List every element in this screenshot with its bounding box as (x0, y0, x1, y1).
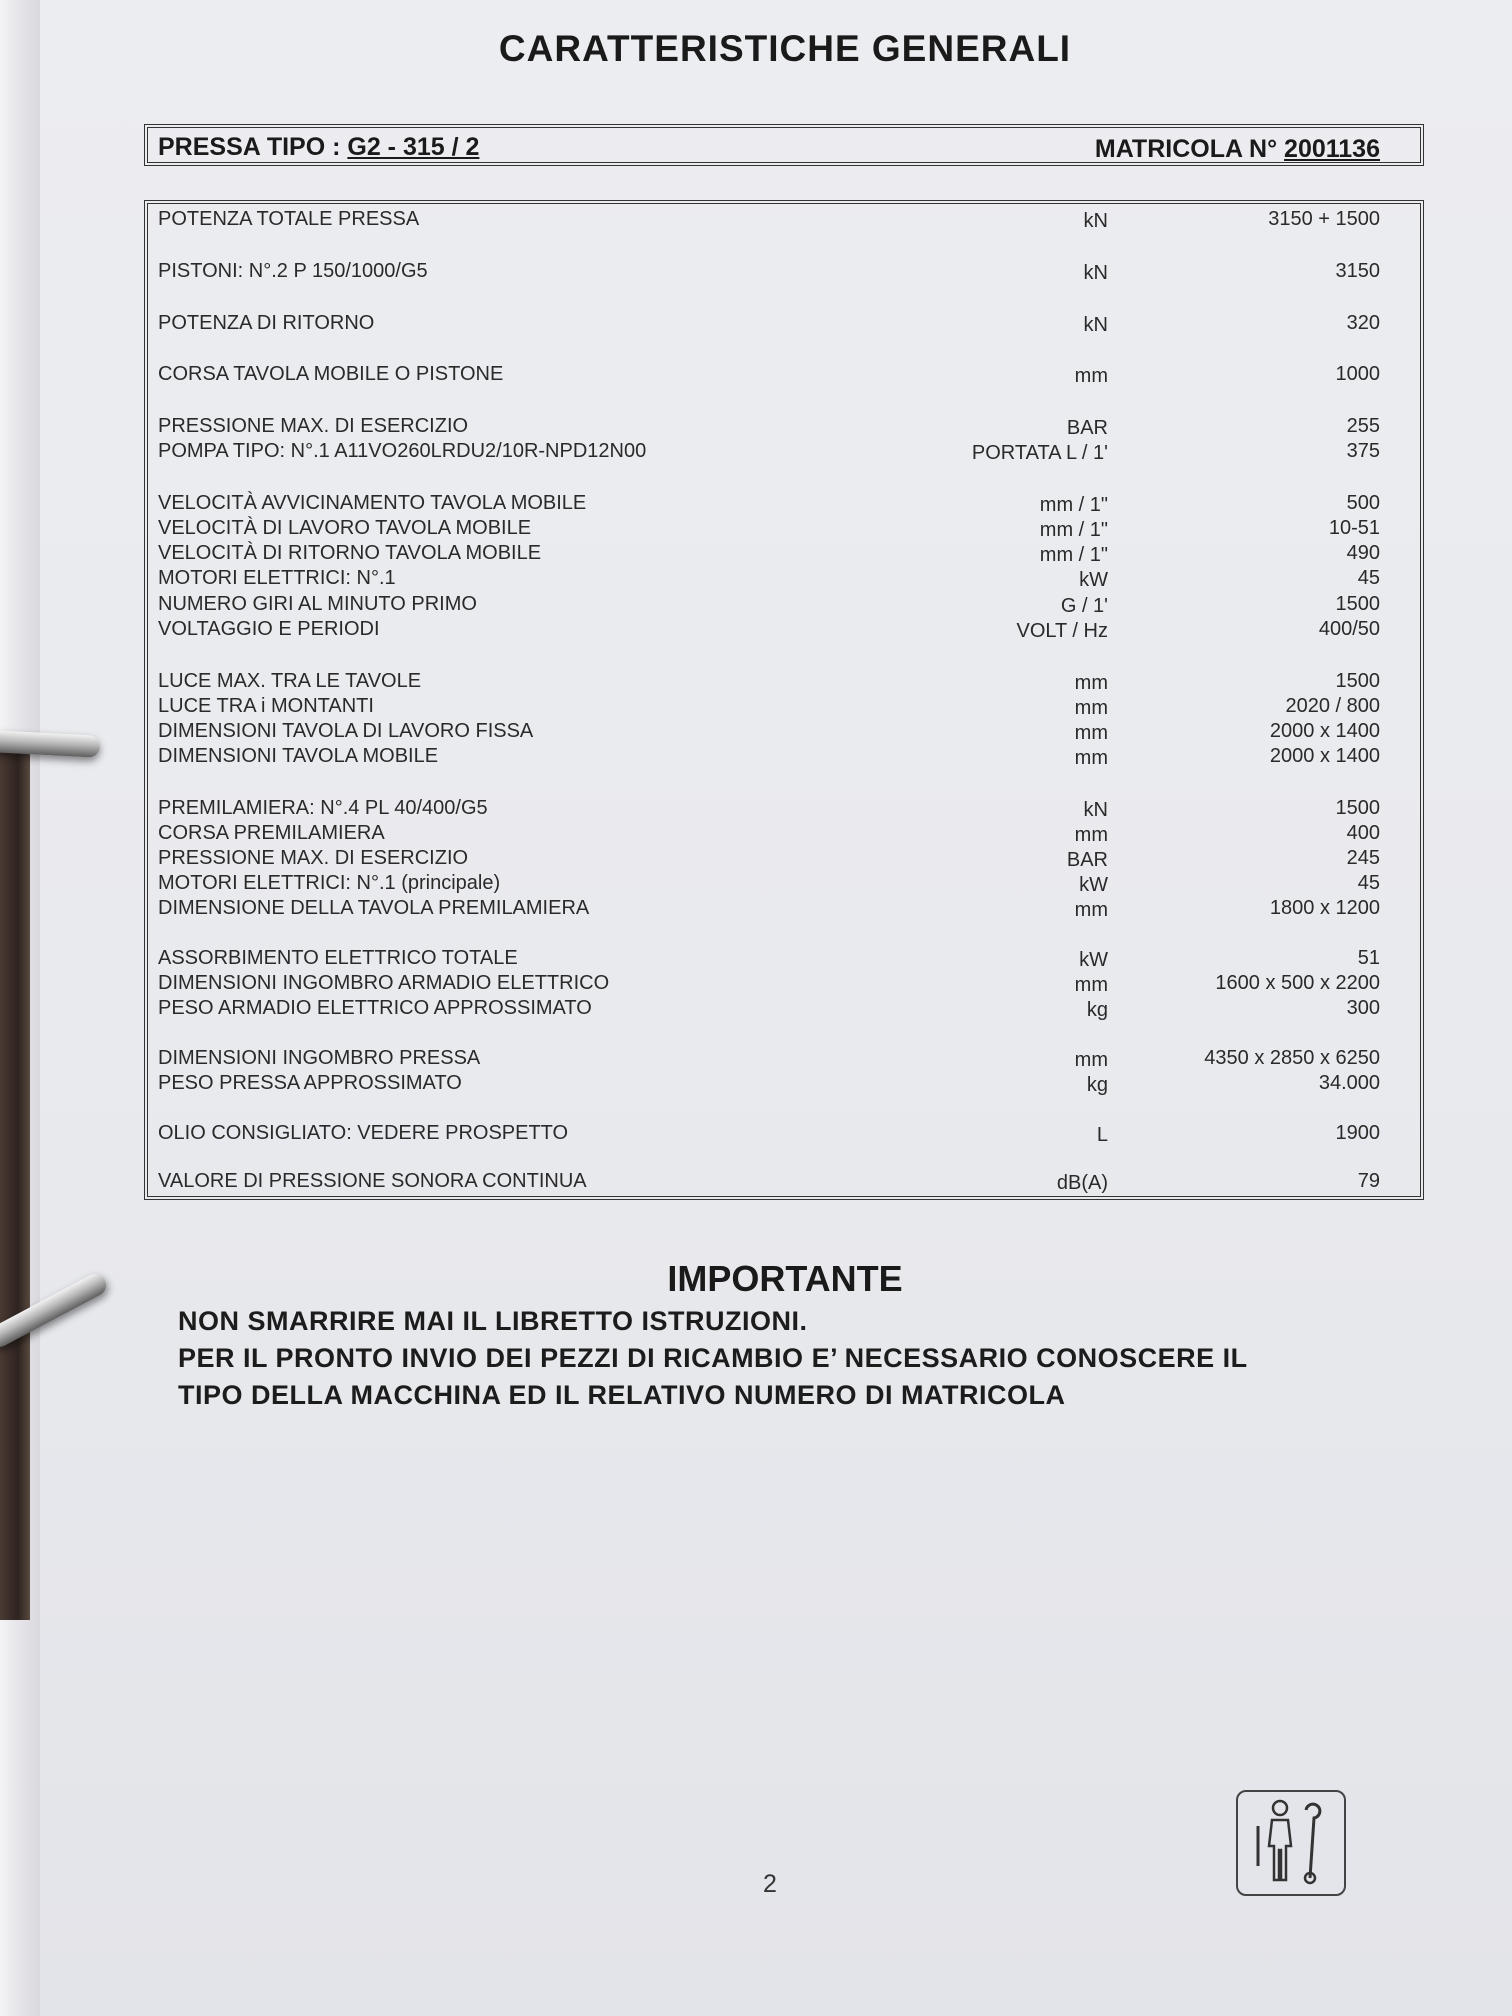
important-line-3: TIPO DELLA MACCHINA ED IL RELATIVO NUMERO DI MATRICOLA (178, 1380, 1066, 1410)
spec-unit: kN (1083, 314, 1108, 336)
spec-row (148, 670, 1420, 696)
spec-value: 500 (1346, 492, 1380, 514)
spec-unit: mm (1074, 722, 1108, 744)
spec-label: PESO PRESSA APPROSSIMATO (158, 1072, 462, 1094)
spec-unit: mm (1074, 974, 1108, 996)
spec-row (148, 312, 1420, 338)
spec-value: 1500 (1335, 797, 1380, 819)
spec-row (148, 542, 1420, 568)
spec-value: 245 (1346, 847, 1380, 869)
spec-value: 3150 + 1500 (1268, 208, 1380, 230)
spec-row (148, 593, 1420, 619)
spec-label: PRESSIONE MAX. DI ESERCIZIO (158, 415, 469, 437)
spec-row (148, 363, 1420, 389)
spec-unit: kg (1086, 1074, 1108, 1096)
spec-unit: L (1096, 1124, 1108, 1146)
spec-value: 2000 x 1400 (1269, 745, 1380, 767)
spec-unit: kg (1086, 999, 1108, 1021)
spec-value: 490 (1346, 542, 1380, 564)
spec-value: 4350 x 2850 x 6250 (1204, 1047, 1380, 1069)
spec-label: PRESSIONE MAX. DI ESERCIZIO (158, 847, 469, 869)
spec-row (148, 1047, 1420, 1073)
spec-row (148, 797, 1420, 823)
technician-tools-icon (1236, 1790, 1346, 1896)
spec-unit: VOLT / Hz (1016, 620, 1108, 642)
spec-unit: kW (1079, 569, 1108, 591)
spec-label: CORSA TAVOLA MOBILE O PISTONE (158, 363, 504, 385)
spec-row (148, 1122, 1420, 1148)
spec-row (148, 695, 1420, 721)
spec-label: VALORE DI PRESSIONE SONORA CONTINUA (158, 1170, 587, 1192)
spec-unit: G / 1' (1060, 595, 1108, 617)
spec-label: CORSA PREMILAMIERA (158, 822, 385, 844)
spec-value: 2020 / 800 (1285, 695, 1380, 717)
spec-unit: kN (1083, 262, 1108, 284)
spec-label: ASSORBIMENTO ELETTRICO TOTALE (158, 947, 518, 969)
spec-unit: PORTATA L / 1' (971, 442, 1108, 464)
spec-row (148, 745, 1420, 771)
specifications-table (144, 200, 1424, 1200)
spec-unit: mm (1074, 697, 1108, 719)
press-type (158, 133, 479, 162)
spec-row (148, 208, 1420, 234)
spec-label: PESO ARMADIO ELETTRICO APPROSSIMATO (158, 997, 592, 1019)
spec-label: DIMENSIONI TAVOLA DI LAVORO FISSA (158, 720, 534, 742)
spec-row (148, 618, 1420, 644)
spec-unit: mm (1074, 899, 1108, 921)
spec-unit: mm (1074, 1049, 1108, 1071)
document-page (40, 0, 1512, 2016)
spec-label: DIMENSIONI INGOMBRO PRESSA (158, 1047, 481, 1069)
spec-label: LUCE MAX. TRA LE TAVOLE (158, 670, 422, 692)
spec-row (148, 947, 1420, 973)
spec-value: 400/50 (1318, 618, 1380, 640)
spec-value: 255 (1346, 415, 1380, 437)
important-title: IMPORTANTE (667, 1258, 903, 1299)
press-type-value: G2 - 315 / 2 (347, 133, 480, 161)
spec-unit: mm / 1" (1039, 494, 1108, 516)
spec-unit: kN (1083, 210, 1108, 232)
spec-value: 45 (1357, 567, 1380, 589)
important-line-2: PER IL PRONTO INVIO DEI PEZZI DI RICAMBIO E’ NECESSARIO CONOSCERE IL (178, 1343, 1248, 1373)
spec-value: 400 (1346, 822, 1380, 844)
spec-value: 300 (1346, 997, 1380, 1019)
spec-value: 51 (1357, 947, 1380, 969)
press-header-box (144, 124, 1424, 166)
spec-unit: BAR (1066, 417, 1108, 439)
spec-label: DIMENSIONI TAVOLA MOBILE (158, 745, 439, 767)
spec-row (148, 1072, 1420, 1098)
spec-value: 10-51 (1328, 517, 1380, 539)
spec-value: 1500 (1335, 670, 1380, 692)
spec-unit: mm (1074, 365, 1108, 387)
spec-row (148, 847, 1420, 873)
spec-row (148, 897, 1420, 923)
spec-row (148, 972, 1420, 998)
spec-value: 1600 x 500 x 2200 (1215, 972, 1380, 994)
spec-value: 2000 x 1400 (1269, 720, 1380, 742)
spec-unit: mm (1074, 747, 1108, 769)
press-type-label: PRESSA TIPO : (158, 133, 348, 161)
spec-row (148, 720, 1420, 746)
spec-row (148, 415, 1420, 441)
spec-value: 3150 (1335, 260, 1380, 282)
spec-value: 79 (1357, 1170, 1380, 1192)
spec-row (148, 517, 1420, 543)
spec-value: 34.000 (1318, 1072, 1380, 1094)
spec-label: POTENZA TOTALE PRESSA (158, 208, 420, 230)
spec-row (148, 872, 1420, 898)
spec-row (148, 1170, 1420, 1196)
spec-value: 1500 (1335, 593, 1380, 615)
spec-unit: kN (1083, 799, 1108, 821)
spec-label: OLIO CONSIGLIATO: VEDERE PROSPETTO (158, 1122, 569, 1144)
spec-label: VOLTAGGIO E PERIODI (158, 618, 380, 640)
spec-unit: dB(A) (1056, 1172, 1108, 1194)
spec-value: 1800 x 1200 (1269, 897, 1380, 919)
serial-number (1095, 135, 1380, 164)
spec-label: VELOCITÀ DI RITORNO TAVOLA MOBILE (158, 542, 542, 564)
spec-value: 375 (1346, 440, 1380, 462)
spec-value: 320 (1346, 312, 1380, 334)
spec-row (148, 440, 1420, 466)
spec-label: PISTONI: N°.2 P 150/1000/G5 (158, 260, 428, 282)
spec-label: MOTORI ELETTRICI: N°.1 (158, 567, 396, 589)
spec-unit: mm (1074, 672, 1108, 694)
spec-value: 1000 (1335, 363, 1380, 385)
serial-number-value: 2001136 (1284, 135, 1380, 163)
spec-row (148, 997, 1420, 1023)
spec-unit: mm (1074, 824, 1108, 846)
spec-row (148, 260, 1420, 286)
spec-label: LUCE TRA i MONTANTI (158, 695, 374, 717)
spec-label: POTENZA DI RITORNO (158, 312, 375, 334)
spec-label: POMPA TIPO: N°.1 A11VO260LRDU2/10R-NPD12N00 (158, 440, 647, 462)
spec-unit: mm / 1" (1039, 519, 1108, 541)
important-line-1: NON SMARRIRE MAI IL LIBRETTO ISTRUZIONI. (178, 1306, 808, 1336)
spec-unit: mm / 1" (1039, 544, 1108, 566)
page-number: 2 (763, 1870, 777, 1898)
spec-value: 45 (1357, 872, 1380, 894)
spec-label: MOTORI ELETTRICI: N°.1 (principale) (158, 872, 501, 894)
spec-label: VELOCITÀ DI LAVORO TAVOLA MOBILE (158, 517, 532, 539)
spec-row (148, 822, 1420, 848)
spec-row (148, 567, 1420, 593)
spec-label: VELOCITÀ AVVICINAMENTO TAVOLA MOBILE (158, 492, 587, 514)
spec-unit: kW (1079, 874, 1108, 896)
serial-number-label: MATRICOLA N° (1094, 135, 1285, 163)
spec-row (148, 492, 1420, 518)
spec-label: DIMENSIONI INGOMBRO ARMADIO ELETTRICO (158, 972, 610, 994)
binder-cover (0, 740, 30, 1620)
spec-value: 1900 (1335, 1122, 1380, 1144)
spec-label: DIMENSIONE DELLA TAVOLA PREMILAMIERA (158, 897, 590, 919)
spec-label: NUMERO GIRI AL MINUTO PRIMO (158, 593, 477, 615)
spec-unit: BAR (1066, 849, 1108, 871)
spec-unit: kW (1079, 949, 1108, 971)
spec-label: PREMILAMIERA: N°.4 PL 40/400/G5 (158, 797, 488, 819)
page-title: CARATTERISTICHE GENERALI (498, 28, 1072, 69)
